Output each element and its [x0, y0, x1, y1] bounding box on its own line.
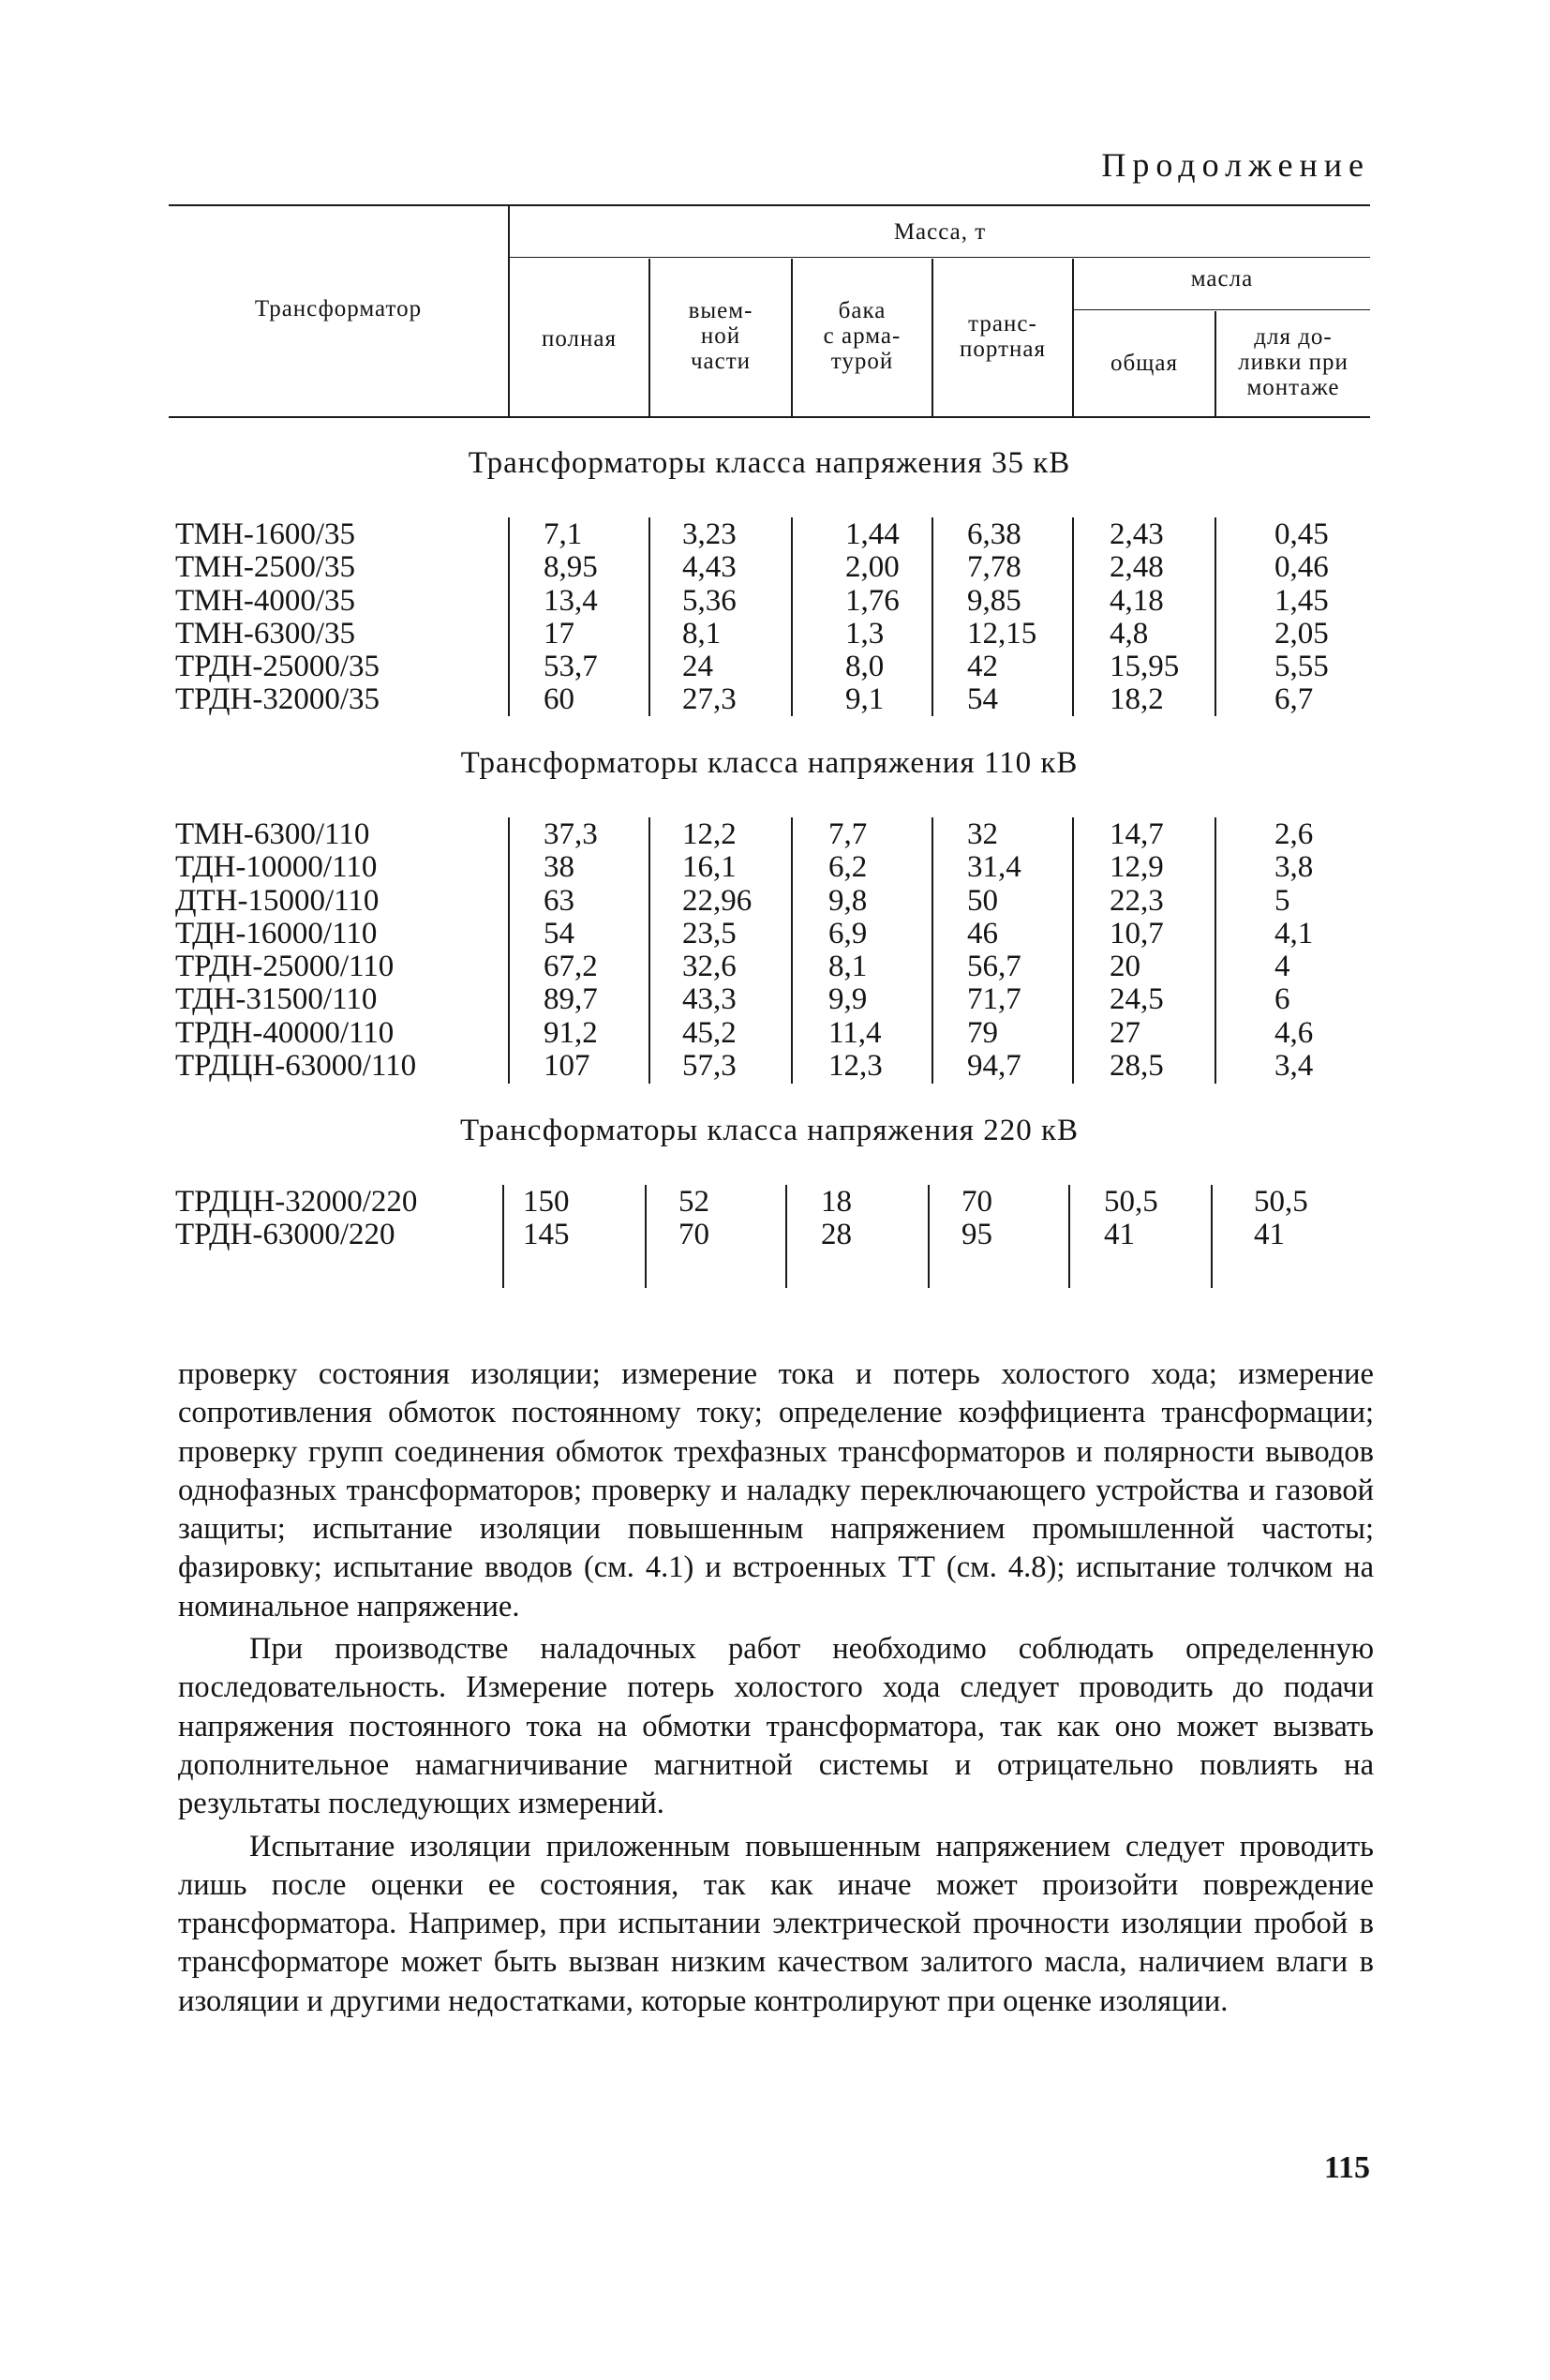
header-oil-total: общая: [1110, 351, 1179, 376]
table-row-name: ТРДЦН-32000/220: [175, 1185, 418, 1219]
table-row-name: ТМН-2500/35: [175, 550, 356, 585]
column-divider: [1072, 817, 1074, 1084]
header-transport: транс- портная: [960, 311, 1046, 362]
section-110kv-full: 37,3 38 63 54 67,2 89,7 91,2 107: [544, 817, 598, 1084]
header-full: полная: [542, 326, 617, 352]
column-divider: [508, 817, 510, 1084]
table-row-name: ДТН-15000/110: [175, 883, 380, 918]
paragraph: Испытание изоляции приложенным повышенным напряжением следует проводить лишь после оценки ее состояния, так как иначе может произойти повреждение трансформатора. Например, при испытании электрической прочности изоляции пробой в трансформаторе может быть вызван низким качеством залитого масла, наличием влаги в изоляции и другими недостатками, которые контролируют при оценке изоляции.: [178, 1829, 1374, 2018]
header-mass: Масса, т: [893, 219, 987, 245]
section-220kv-full: 150 145: [523, 1185, 570, 1252]
section-220kv-removable: 52 70: [678, 1185, 709, 1252]
header-tank: бака с арма- турой: [823, 298, 902, 374]
column-divider: [1068, 1185, 1070, 1288]
paragraph: проверку состояния изоляции; измерение тока и потерь холостого хода; измерение сопротивления обмоток постоянному току; определение коэффициента трансформации; проверку групп соединения обмоток трехфазных трансформаторов и полярности выводов однофазных трансформаторов; проверку и наладку переключающего устройства и газовой защиты; испытание изоляции повышенным напряжением промышленной частоты; фазировку; испытание вводов (см. 4.1) и встроенных ТТ (см. 4.8); испытание толчком на номинальное напряжение.: [178, 1357, 1374, 1624]
table-row-name: ТРДЦН-63000/110: [175, 1049, 417, 1084]
section-title-35kv: Трансформаторы класса напряжения 35 кВ: [468, 446, 1071, 480]
section-220kv-oil-topping: 50,5 41: [1254, 1185, 1308, 1252]
transformer-mass-table: [169, 204, 1370, 1292]
column-divider: [502, 1185, 504, 1288]
table-row-name: ТМН-6300/35: [175, 616, 356, 651]
oil-header-rule: [1074, 309, 1370, 310]
column-divider: [791, 817, 793, 1084]
table-row-name: ТРДН-25000/110: [175, 950, 395, 984]
table-row-name: ТРДН-32000/35: [175, 682, 380, 717]
table-row-name: ТРДН-25000/35: [175, 650, 380, 684]
table-row-name: ТДН-10000/110: [175, 850, 378, 885]
column-divider: [1215, 817, 1216, 1084]
section-220kv-tank: 18 28: [821, 1185, 852, 1252]
section-title-220kv: Трансформаторы класса напряжения 220 кВ: [459, 1114, 1079, 1147]
column-divider: [785, 1185, 787, 1288]
section-220kv-names: [175, 1186, 417, 1252]
section-35kv-oil-topping: 0,45 0,46 1,45 2,05 5,55 6,7: [1274, 517, 1329, 717]
section-220kv-oil-total: 50,5 41: [1104, 1185, 1158, 1252]
column-divider: [928, 1185, 930, 1288]
body-text: [178, 1355, 1374, 2021]
header-transformer: Трансформатор: [254, 296, 423, 322]
table-row-name: ТДН-16000/110: [175, 916, 378, 951]
table-row-name: ТРДН-40000/110: [175, 1015, 395, 1050]
section-110kv-tank: 7,7 6,2 9,8 6,9 8,1 9,9 11,4 12,3: [828, 817, 883, 1084]
section-220kv-transport: 70 95: [961, 1185, 992, 1252]
section-110kv-oil-topping: 2,6 3,8 5 4,1 4 6 4,6 3,4: [1274, 817, 1314, 1084]
column-divider: [931, 817, 933, 1084]
column-divider: [1211, 1185, 1213, 1288]
column-divider: [791, 517, 793, 716]
column-divider: [508, 517, 510, 716]
header-oil-topping: для до- ливки при монтаже: [1238, 324, 1349, 400]
section-110kv-transport: 32 31,4 50 46 56,7 71,7 79 94,7: [967, 817, 1021, 1084]
section-35kv-removable: 3,23 4,43 5,36 8,1 24 27,3: [682, 517, 737, 717]
mass-header-rule: [510, 257, 1370, 258]
column-divider: [645, 1185, 647, 1288]
table-row-name: ТДН-31500/110: [175, 982, 378, 1017]
header-bottom-rule: [169, 416, 1370, 418]
section-35kv-transport: 6,38 7,78 9,85 12,15 42 54: [967, 517, 1037, 717]
paragraph: При производстве наладочных работ необходимо соблюдать определенную последовательность. Измерение потерь холостого хода следует проводить до подачи напряжения постоянного тока на обмотки трансформатора, так как оно может вызвать дополнительное намагничивание магнитной системы и отрицательно повлиять на результаты последующих измерений.: [178, 1632, 1374, 1821]
table-row-name: ТМН-6300/110: [175, 817, 370, 851]
section-110kv-oil-total: 14,7 12,9 22,3 10,7 20 24,5 27 28,5: [1110, 817, 1164, 1084]
section-35kv-tank: 1,44 2,00 1,76 1,3 8,0 9,1: [845, 517, 900, 717]
section-title-110kv: Трансформаторы класса напряжения 110 кВ: [460, 746, 1079, 780]
section-110kv-names: [175, 818, 416, 1083]
table-row-name: ТМН-4000/35: [175, 583, 356, 618]
section-35kv-full: 7,1 8,95 13,4 17 53,7 60: [544, 517, 598, 717]
column-divider: [1215, 517, 1216, 716]
column-divider: [648, 517, 650, 716]
header-oil: масла: [1190, 266, 1254, 292]
section-35kv-oil-total: 2,43 2,48 4,18 4,8 15,95 18,2: [1110, 517, 1180, 717]
table-row-name: ТМН-1600/35: [175, 517, 356, 551]
column-divider: [931, 517, 933, 716]
section-35kv-names: [175, 518, 380, 717]
table-row-name: ТРДН-63000/220: [175, 1218, 395, 1252]
continuation-heading: Продолжение: [1101, 146, 1370, 184]
section-110kv-removable: 12,2 16,1 22,96 23,5 32,6 43,3 45,2 57,3: [682, 817, 753, 1084]
table-top-rule: [169, 204, 1370, 206]
header-removable: выем- ной части: [688, 298, 753, 374]
column-divider: [1072, 517, 1074, 716]
column-divider: [648, 817, 650, 1084]
page-number: 115: [1323, 2150, 1370, 2185]
